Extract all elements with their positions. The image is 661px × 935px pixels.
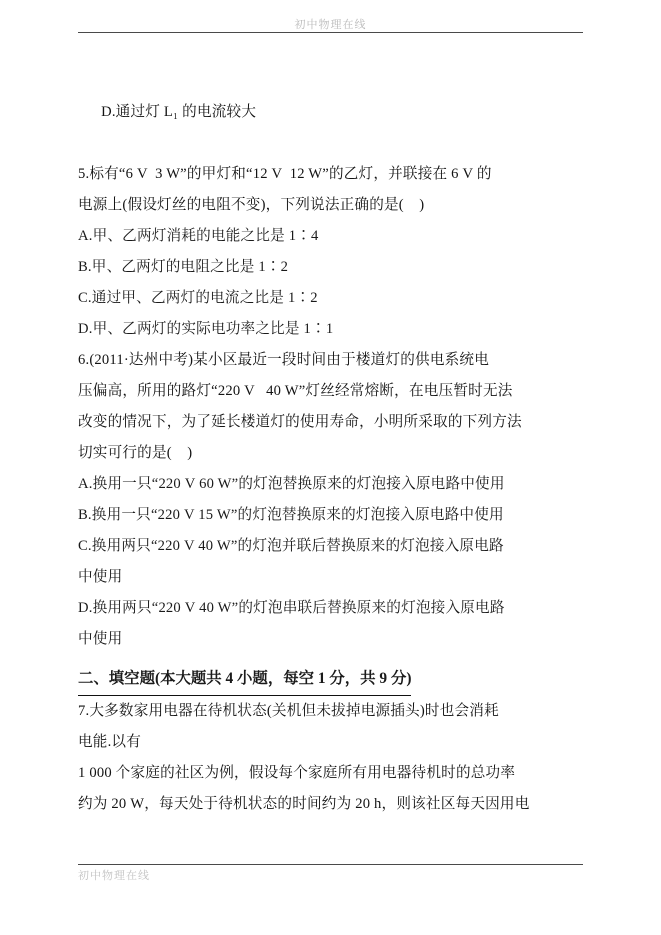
- question-6-option-c: C.换用两只“220 V 40 W”的灯泡并联后替换原来的灯泡接入原电路: [78, 538, 504, 554]
- question-6-option-c-cont: 中使用: [78, 569, 123, 585]
- header-rule: [78, 32, 583, 33]
- question-6-stem-line-1: 6.(2011·达州中考)某小区最近一段时间由于楼道灯的供电系统电: [78, 352, 490, 368]
- question-6-option-d-cont: 中使用: [78, 631, 123, 647]
- question-6-stem-line-2: 压偏高，所用的路灯“220 V 40 W”灯丝经常熔断，在电压暂时无法: [78, 383, 513, 399]
- question-5-option-c: C.通过甲、乙两灯的电流之比是 1∶2: [78, 290, 318, 306]
- document-body: [78, 66, 590, 820]
- question-6-option-a: A.换用一只“220 V 60 W”的灯泡替换原来的灯泡接入原电路中使用: [78, 476, 505, 492]
- watermark-top: 初中物理在线: [294, 18, 367, 31]
- question-7-stem-line-4: 约为 20 W，每天处于待机状态的时间约为 20 h，则该社区每天因用电: [78, 796, 530, 812]
- watermark-bottom: 初中物理在线: [78, 869, 150, 882]
- footer-rule: [78, 864, 583, 865]
- question-7-stem-line-1: 7.大多数家用电器在待机状态(关机但未拔掉电源插头)时也会消耗: [78, 703, 499, 719]
- question-6-stem-line-3: 改变的情况下，为了延长楼道灯的使用寿命，小明所采取的下列方法: [78, 414, 522, 430]
- question-5-option-a: A.甲、乙两灯消耗的电能之比是 1∶4: [78, 228, 319, 244]
- question-5-option-d: D.甲、乙两灯的实际电功率之比是 1∶1: [78, 321, 334, 337]
- question-4-option-d: D.通过灯 L₁ 的电流较大: [101, 104, 257, 120]
- question-5-option-b: B.甲、乙两灯的电阻之比是 1∶2: [78, 259, 289, 275]
- question-6-stem-line-4: 切实可行的是( ): [78, 445, 193, 461]
- section-heading: 二、填空题(本大题共 4 小题，每空 1 分，共 9 分): [78, 662, 411, 696]
- question-5-stem-line-1: 5.标有“6 V 3 W”的甲灯和“12 V 12 W”的乙灯，并联接在 6 V 的: [78, 166, 492, 182]
- section-heading-wrapper: [78, 658, 590, 696]
- question-6-option-d: D.换用两只“220 V 40 W”的灯泡串联后替换原来的灯泡接入原电路: [78, 600, 505, 616]
- question-5-stem-line-2: 电源上(假设灯丝的电阻不变)，下列说法正确的是( ): [78, 197, 425, 213]
- question-7-stem-line-2: 电能.以有: [78, 734, 142, 750]
- question-7-stem-line-3: 1 000 个家庭的社区为例，假设每个家庭所有用电器待机时的总功率: [78, 765, 516, 781]
- question-6-option-b: B.换用一只“220 V 15 W”的灯泡替换原来的灯泡接入原电路中使用: [78, 507, 504, 523]
